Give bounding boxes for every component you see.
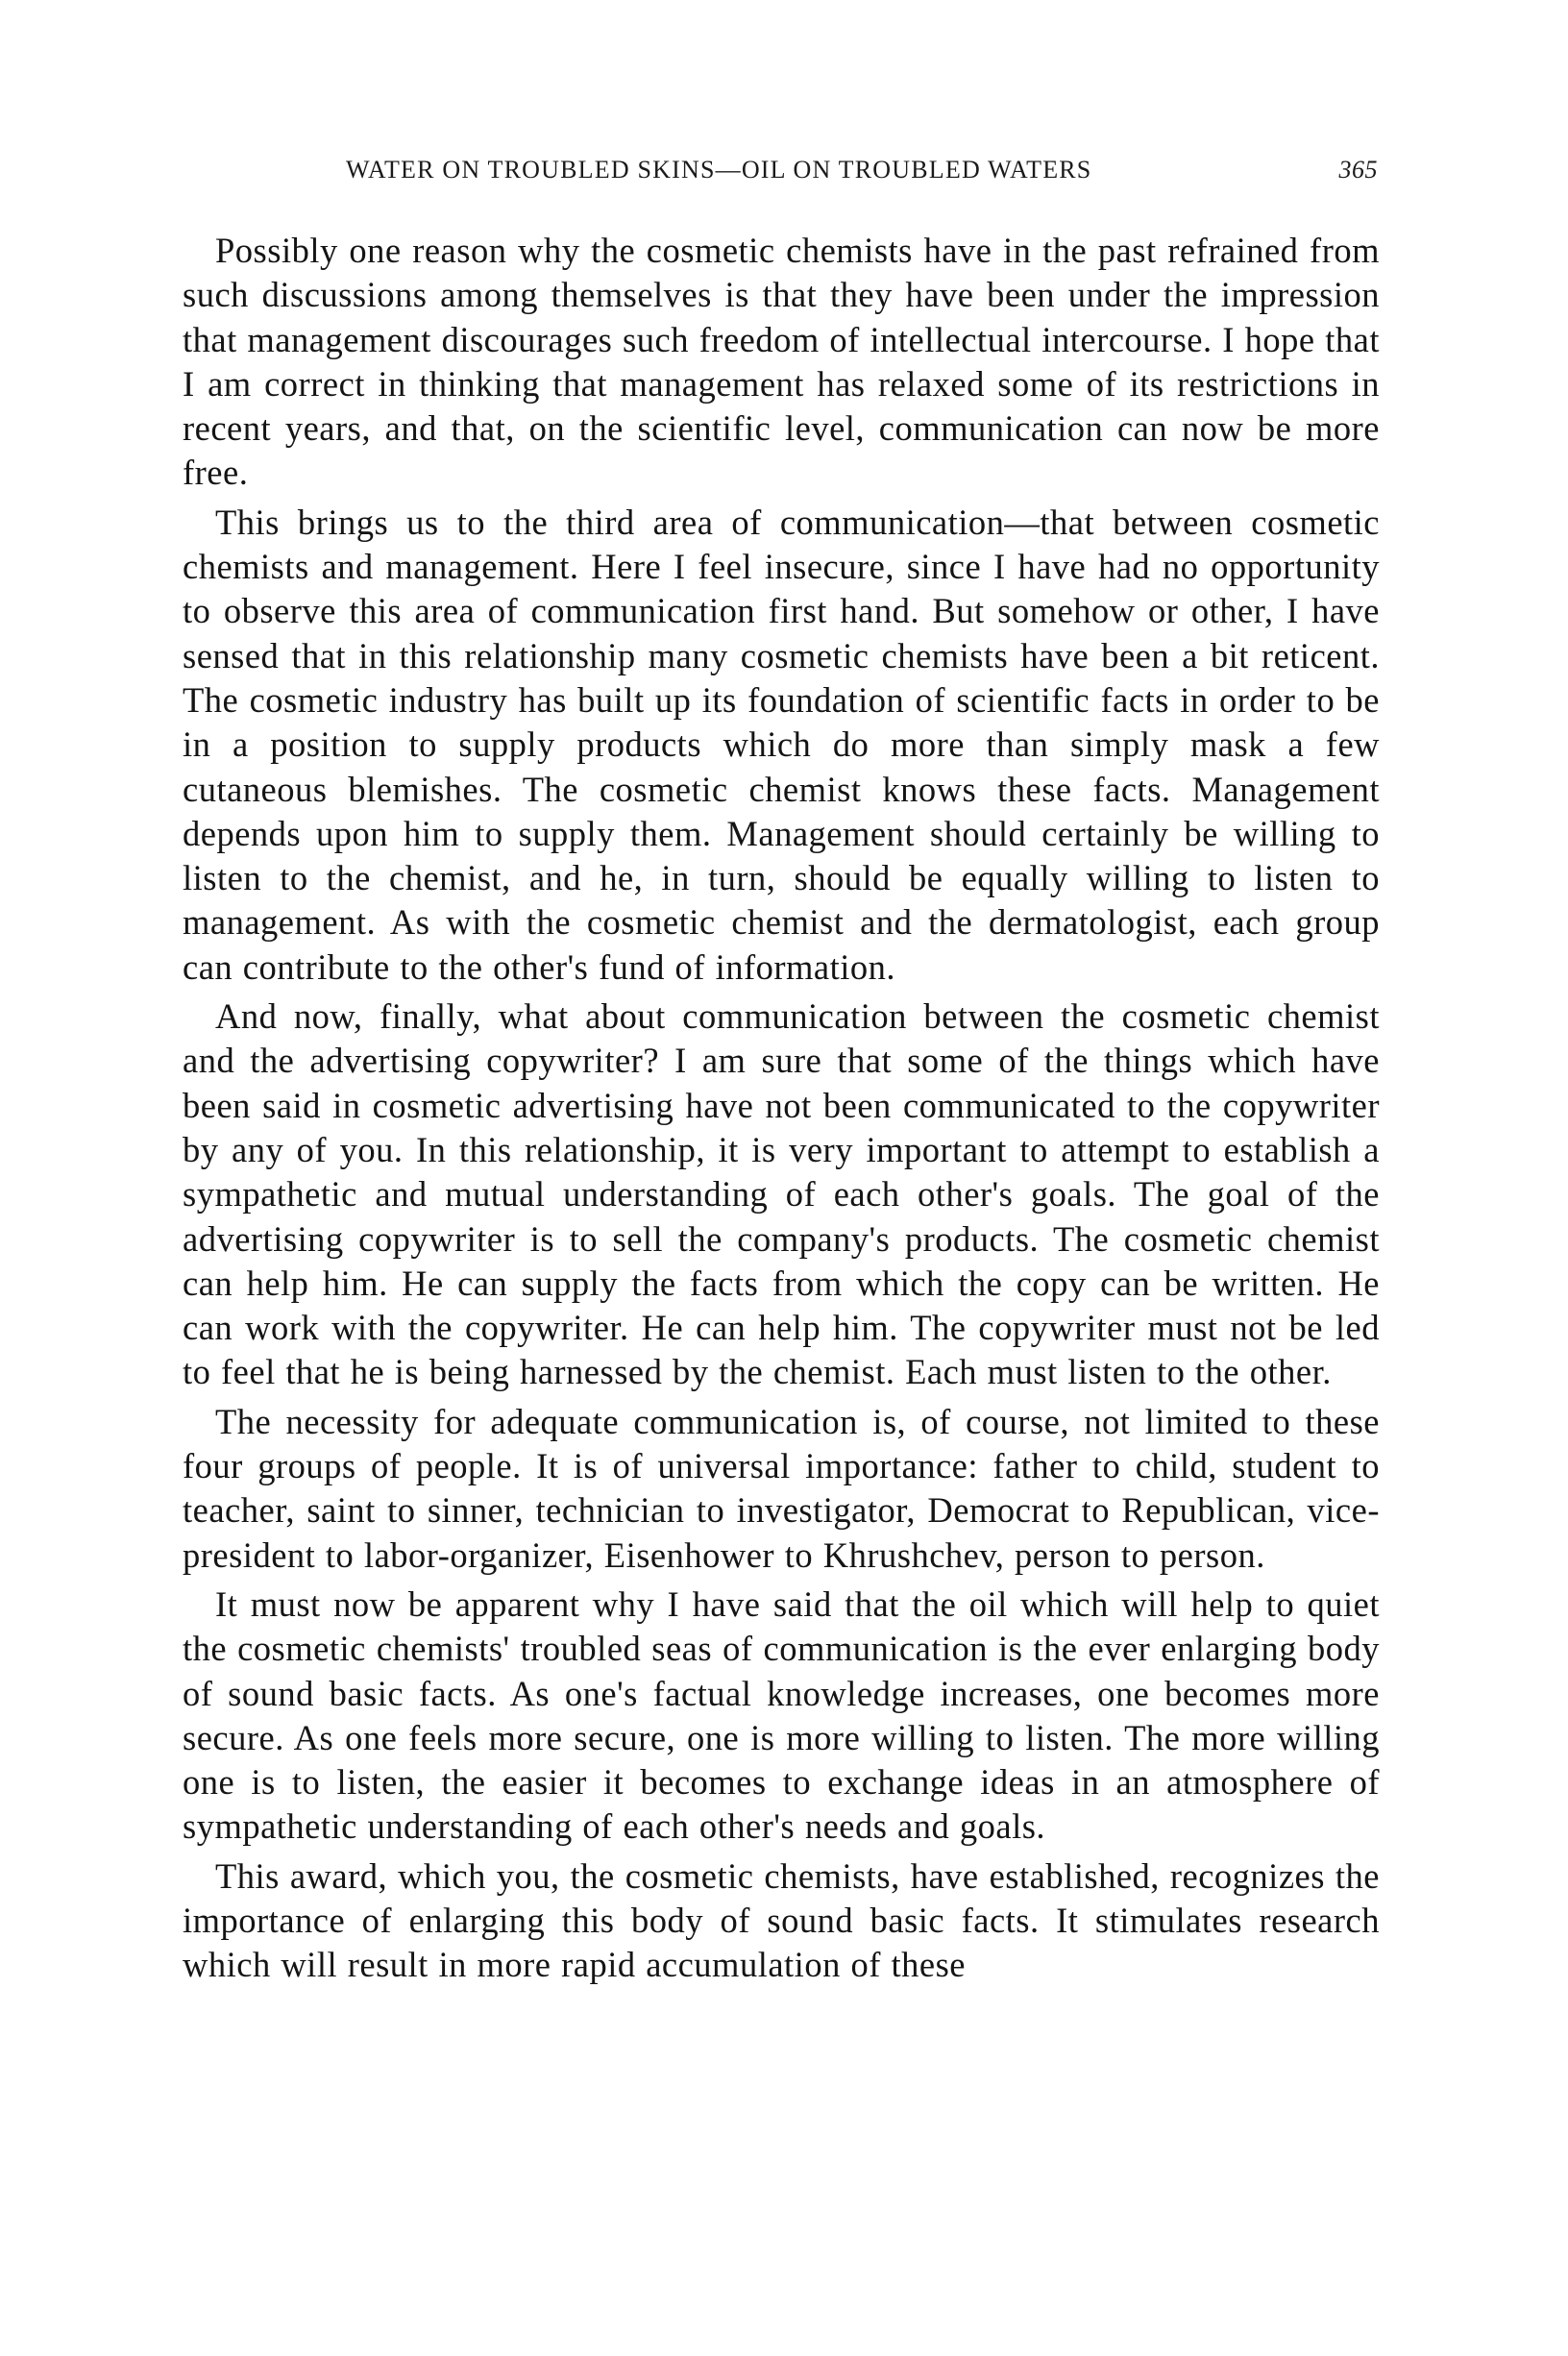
- paragraph: This award, which you, the cosmetic chemists, have established, recognizes the importance of enlarging this body of sound basic facts. It stimulates research which will result in more rapid accumulation of these: [183, 1855, 1380, 1985]
- paragraph: It must now be apparent why I have said that the oil which will help to quiet the cosmetic chemists' troubled seas of communication is the ever enlarging body of sound basic facts. As one's factual knowledge increases, one becomes more secure. As one feels more secure, one is more willing to listen. The more willing one is to listen, the easier it becomes to exchange ideas in an atmosphere of sympathetic understanding of each other's needs and goals.: [183, 1583, 1380, 1847]
- running-title: WATER ON TROUBLED SKINS—OIL ON TROUBLED WATERS: [346, 156, 1092, 184]
- paragraph: Possibly one reason why the cosmetic chemists have in the past refrained from such discussions among themselves is that they have been under the impression that management discourages such freedom of intellectual intercourse. I hope that I am correct in thinking that management has relaxed some of its restrictions in recent years, and that, on the scientific level, communication can now be more free.: [183, 231, 1380, 493]
- paragraph: The necessity for adequate communication is, of course, not limited to these four groups of people. It is of universal importance: father to child, student to teacher, saint to sinner, technician to investigator, Democrat to Republican, vice-president to labor-organizer, Eisenhower to Khrushchev, person to person.: [183, 1401, 1380, 1575]
- page-number: 365: [1338, 156, 1378, 184]
- paragraph: This brings us to the third area of communication—that between cosmetic chemists and management. Here I feel insecure, since I have had no opportunity to observe this area of communication first hand. But somehow or other, I have sensed that in this relationship many cosmetic chemists have been a bit reticent. The cosmetic industry has built up its foundation of scientific facts in order to be in a position to supply products which do more than simply mask a few cutaneous blemishes. The cosmetic chemist knows these facts. Management depends upon him to supply them. Management should certainly be willing to listen to the chemist, and he, in turn, should be equally willing to listen to management. As with the cosmetic chemist and the dermatologist, each group can contribute to the other's fund of information.: [183, 502, 1380, 987]
- running-head: [183, 156, 1401, 190]
- body-text: [183, 229, 1380, 1993]
- paragraph: And now, finally, what about communication between the cosmetic chemist and the advertising copywriter? I am sure that some of the things which have been said in cosmetic advertising have not been communicated to the copywriter by any of you. In this relationship, it is very important to attempt to establish a sympathetic and mutual understanding of each other's goals. The goal of the advertising copywriter is to sell the company's products. The cosmetic chemist can help him. He can supply the facts from which the copy can be written. He can work with the copywriter. He can help him. The copywriter must not be led to feel that he is being harnessed by the chemist. Each must listen to the other.: [183, 996, 1380, 1392]
